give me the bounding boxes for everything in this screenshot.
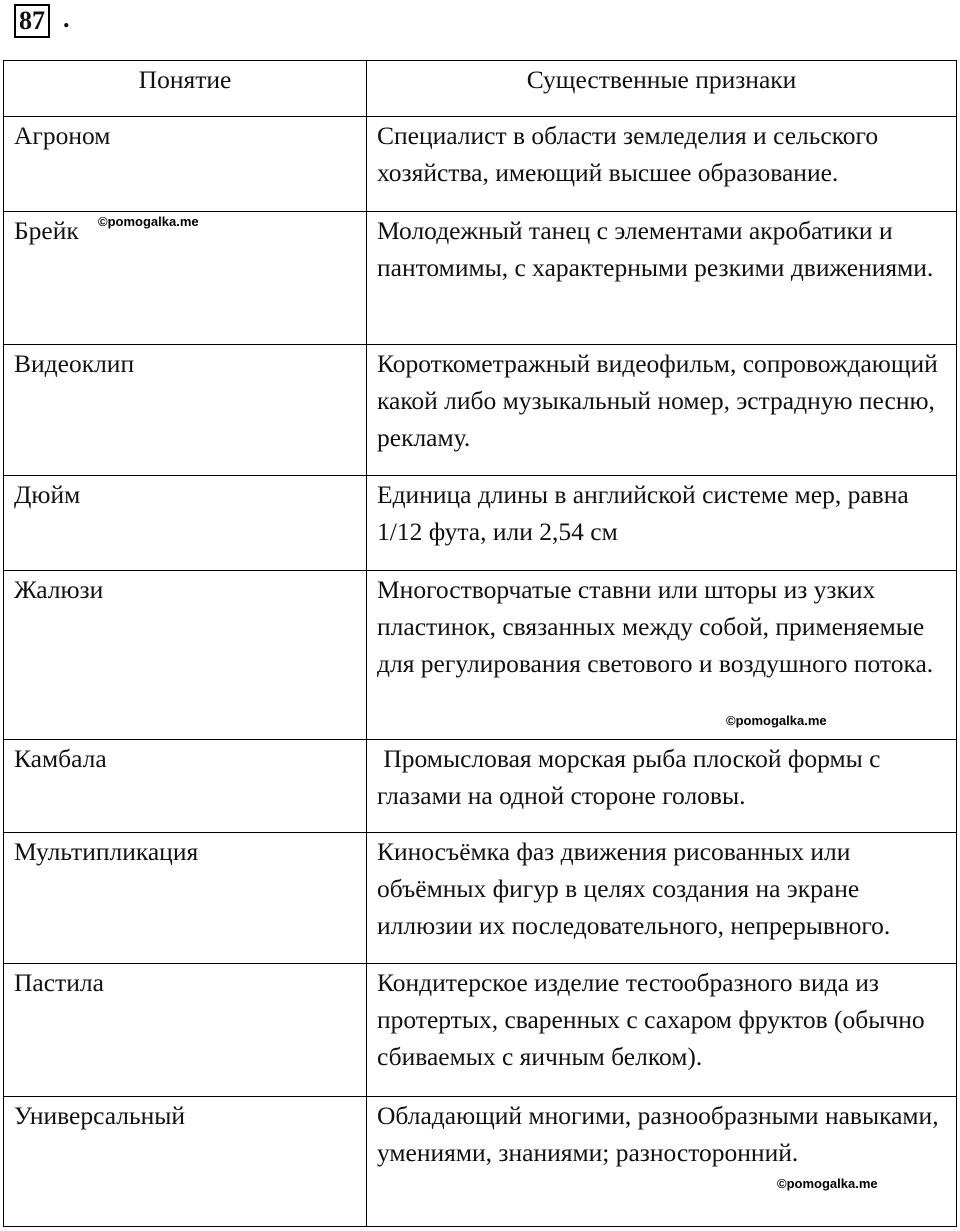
watermark: ©pomogalka.me — [98, 214, 199, 229]
term-cell: Агроном — [4, 117, 367, 212]
definition-cell: Киносъёмка фаз движения рисованных или объёмных фигур в целях создания на экране иллюзии их последовательного, непрерывного. — [367, 833, 957, 964]
term-cell: Мультипликация — [4, 833, 367, 964]
definition-cell: Специалист в области земледелия и сельского хозяйства, имеющий высшее образование. — [367, 117, 957, 212]
table-row — [4, 345, 957, 476]
task-number-dot: . — [63, 4, 70, 33]
header-concept: Понятие — [4, 61, 367, 117]
concepts-table — [3, 60, 957, 1227]
term-cell: Пастила — [4, 964, 367, 1097]
definition-cell: Обладающий многими, разнообразными навыками, умениями, знаниями; разносторонний. ©pomogalka.me — [367, 1097, 957, 1227]
definition-cell: Единица длины в английской системе мер, равна 1/12 фута, или 2,54 см — [367, 476, 957, 571]
term-cell: Универсальный — [4, 1097, 367, 1227]
term-cell: Брейк ©pomogalka.me — [4, 212, 367, 345]
term-cell: Дюйм — [4, 476, 367, 571]
table-header-row — [4, 61, 957, 117]
definition-cell: Промысловая морская рыба плоской формы с глазами на одной стороне головы. — [367, 740, 957, 833]
definition-cell: Короткометражный видеофильм, сопровождающий какой либо музыкальный номер, эстрадную песню, рекламу. — [367, 345, 957, 476]
definition-cell: Молодежный танец с элементами акробатики и пантомимы, с характерными резкими движениями. — [367, 212, 957, 345]
term-cell: Камбала — [4, 740, 367, 833]
table-row — [4, 117, 957, 212]
term-cell: Видеоклип — [4, 345, 367, 476]
header-features: Существенные признаки — [367, 61, 957, 117]
definition-cell: Многостворчатые ставни или шторы из узких пластинок, связанных между собой, применяемые для регулирования светового и воздушного потока. ©pomogalka.me — [367, 571, 957, 740]
table-row — [4, 833, 957, 964]
watermark: ©pomogalka.me — [726, 713, 827, 728]
table-row — [4, 476, 957, 571]
table-row — [4, 571, 957, 740]
definition-cell: Кондитерское изделие тестообразного вида из протертых, сваренных с сахаром фруктов (обычно сбиваемых с яичным белком). — [367, 964, 957, 1097]
table-row — [4, 740, 957, 833]
table-row — [4, 964, 957, 1097]
table-row — [4, 1097, 957, 1227]
task-number: 87 — [14, 4, 50, 38]
table-row — [4, 212, 957, 345]
term-cell: Жалюзи — [4, 571, 367, 740]
watermark: ©pomogalka.me — [777, 1176, 878, 1191]
